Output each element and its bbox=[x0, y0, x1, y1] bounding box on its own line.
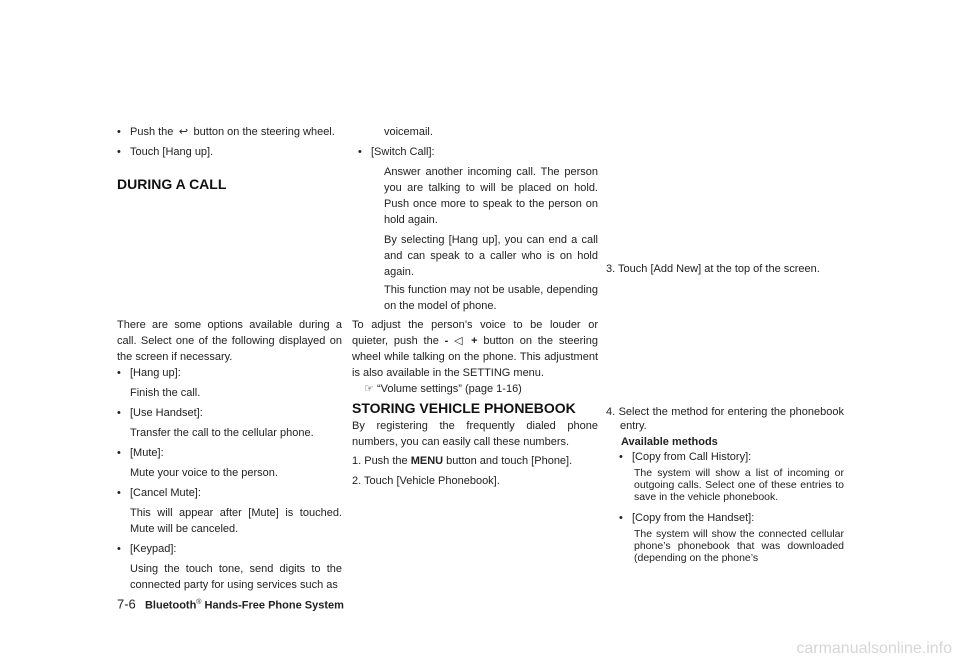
phonebook-paragraph: By registering the frequently dialed phone numbers, you can easily call these numbers. bbox=[352, 420, 598, 448]
step-1: 1. Push the MENU button and touch [Phone]. bbox=[352, 455, 573, 467]
reference-icon: ☞ bbox=[364, 383, 374, 395]
heading-during-call: DURING A CALL bbox=[117, 176, 227, 192]
speaker-icon: ◁ bbox=[454, 335, 466, 347]
continued-text: voicemail. bbox=[384, 126, 433, 138]
item-desc: Answer another incoming call. The person you are talking to will be placed on hold. Push once more to speak to the person on hold again. bbox=[384, 166, 598, 226]
method-label: • [Copy from the Handset]: bbox=[632, 511, 844, 525]
page-footer: 7-6 Bluetooth® Hands-Free Phone System bbox=[117, 596, 344, 612]
methods-title: Available methods bbox=[621, 436, 718, 448]
item-desc: This function may not be usable, depending on the model of phone. bbox=[384, 284, 598, 312]
item-desc: By selecting [Hang up], you can end a call and can speak to a caller who is on hold again. bbox=[384, 234, 598, 278]
page-reference[interactable]: ☞ “Volume settings” (page 1-16) bbox=[364, 383, 522, 395]
heading-storing-phonebook: STORING VEHICLE PHONEBOOK bbox=[352, 400, 576, 416]
method-label: • [Copy from Call History]: bbox=[632, 450, 844, 464]
item-label: • [Mute]: bbox=[130, 445, 164, 461]
item-desc: Mute your voice to the person. bbox=[130, 467, 278, 479]
item-label: • [Keypad]: bbox=[130, 541, 176, 557]
item-desc: Using the touch tone, send digits to the connected party for using services such as bbox=[130, 563, 342, 591]
item-desc: Transfer the call to the cellular phone. bbox=[130, 427, 314, 439]
item-label: • [Use Handset]: bbox=[130, 405, 203, 421]
item-desc: Finish the call. bbox=[130, 387, 201, 399]
item-label: • [Hang up]: bbox=[130, 365, 181, 381]
bullet-touch-hangup: • Touch [Hang up]. bbox=[130, 144, 213, 160]
item-label: • [Cancel Mute]: bbox=[130, 485, 201, 501]
bullet-push-button: • Push the ↩ button on the steering wheel. bbox=[130, 124, 335, 140]
method-desc: The system will show the connected cellular phone’s phonebook that was downloaded (depending on the phone’s bbox=[634, 528, 844, 564]
watermark: carmanualsonline.info bbox=[796, 640, 952, 657]
method-desc: The system will show a list of incoming or outgoing calls. Select one of these entries to save in the vehicle phonebook. bbox=[634, 467, 844, 503]
step-4: 4. Select the method for entering the phonebook entry. bbox=[606, 406, 844, 432]
adjust-paragraph: To adjust the person’s voice to be louder or quieter, push the - ◁ + button on the steering wheel while talking on the phone. This adjustment is also available in the SETTING menu. bbox=[352, 319, 598, 379]
item-desc: This will appear after [Mute] is touched. Mute will be canceled. bbox=[130, 507, 342, 535]
step-3: 3. Touch [Add New] at the top of the screen. bbox=[606, 263, 820, 275]
intro-paragraph: There are some options available during a call. Select one of the following displayed on the screen if necessary. bbox=[117, 319, 342, 363]
step-2: 2. Touch [Vehicle Phonebook]. bbox=[352, 475, 500, 487]
phone-hangup-icon: ↩ bbox=[178, 126, 189, 138]
item-label: • [Switch Call]: bbox=[371, 144, 435, 160]
